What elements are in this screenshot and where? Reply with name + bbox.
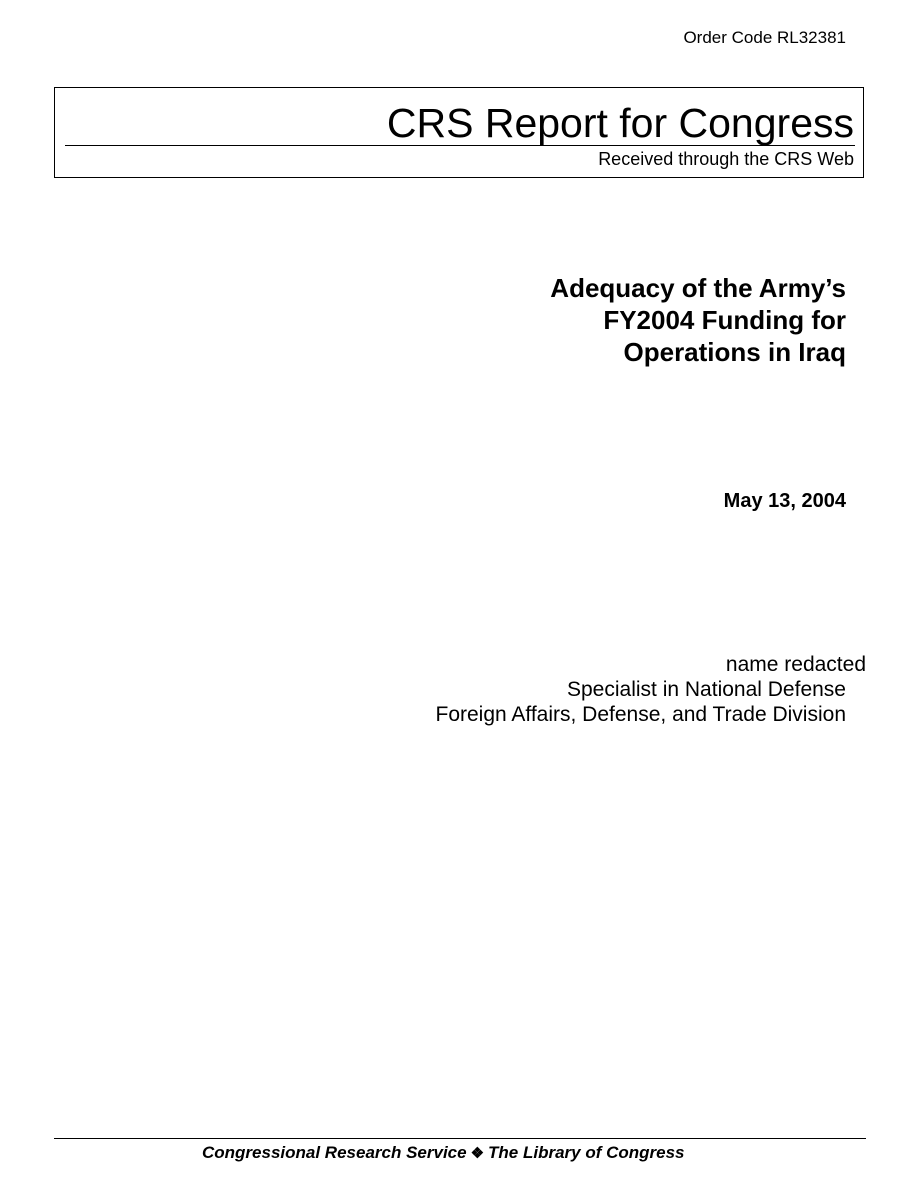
author-position: Specialist in National Defense [567,678,846,701]
report-date: May 13, 2004 [723,490,846,512]
author-block [436,652,867,727]
footer-publisher: Congressional Research Service [202,1143,467,1162]
four-diamond-icon: ❖ [470,1145,485,1162]
order-code: Order Code RL32381 [683,28,846,47]
header-subtitle: Received through the CRS Web [598,149,854,169]
header-title: CRS Report for Congress [386,100,854,146]
report-title-line: Adequacy of the Army’s [550,273,846,303]
author-division: Foreign Affairs, Defense, and Trade Division [435,703,846,726]
header-divider [65,145,855,146]
footer-library: The Library of Congress [488,1143,685,1162]
report-header-box [54,87,864,178]
report-title [550,272,846,368]
report-title-line: FY2004 Funding for [603,305,846,335]
footer-divider [54,1138,866,1139]
report-title-line: Operations in Iraq [623,337,846,367]
author-name: name redacted [725,653,866,676]
